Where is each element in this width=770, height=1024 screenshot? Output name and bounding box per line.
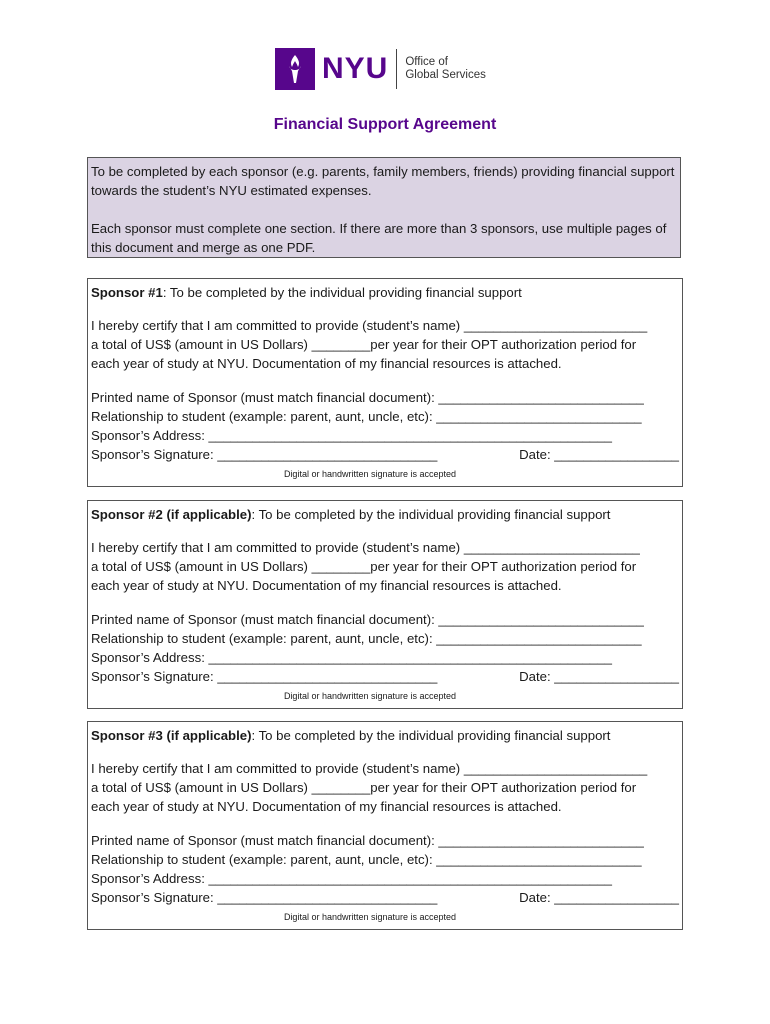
sponsor-3-signature-row: [91, 888, 679, 907]
sponsor-2-relationship-field[interactable]: Relationship to student (example: parent, aunt, uncle, etc): ____________________________: [91, 631, 642, 646]
sponsor-3-address-field[interactable]: Sponsor’s Address: _______________________________________________________: [91, 871, 612, 886]
sponsor-1-date-field[interactable]: Date: _________________: [519, 447, 679, 462]
sponsor-1-address-field[interactable]: Sponsor’s Address: _______________________________________________________: [91, 428, 612, 443]
sponsor-2-student-name-field[interactable]: I hereby certify that I am committed to provide (student’s name) ________________________: [91, 540, 640, 555]
office-line1: Office of: [405, 56, 448, 68]
sponsor-3-signature-note: Digital or handwritten signature is accepted: [283, 912, 457, 922]
sponsor-3-heading: [91, 726, 679, 745]
instructions-box: [87, 157, 681, 258]
sponsor-2-fields: [91, 610, 679, 706]
sponsor-2-heading-text: : To be completed by the individual providing financial support: [251, 507, 611, 522]
office-name: [405, 56, 486, 82]
sponsor-1-signature-field[interactable]: Sponsor’s Signature: ______________________________: [91, 447, 438, 462]
sponsor-3-certification: [91, 759, 679, 816]
sponsor-3-student-name-field[interactable]: I hereby certify that I am committed to provide (student’s name) _________________________: [91, 761, 648, 776]
sponsor-3-fields: [91, 831, 679, 927]
page-title: Financial Support Agreement: [273, 116, 497, 133]
sponsor-1-signature-row: [91, 445, 679, 464]
sponsor-1-signature-note: Digital or handwritten signature is accepted: [283, 469, 457, 479]
sponsor-3-cert-text: each year of study at NYU. Documentation of my financial resources is attached.: [91, 799, 562, 814]
sponsor-2-address-field[interactable]: Sponsor’s Address: _______________________________________________________: [91, 650, 612, 665]
sponsor-1-heading-text: : To be completed by the individual providing financial support: [162, 285, 522, 300]
sponsor-2-date-field[interactable]: Date: _________________: [519, 669, 679, 684]
sponsor-2-signature-field[interactable]: Sponsor’s Signature: ______________________________: [91, 669, 438, 684]
sponsor-1-section: [87, 278, 683, 487]
sponsor-1-fields: [91, 388, 679, 484]
sponsor-1-certification: [91, 316, 679, 373]
sponsor-2-heading: [91, 505, 679, 524]
instructions-paragraph-2: Each sponsor must complete one section. If there are more than 3 sponsors, use multiple pages of this document and merge as one PDF.: [91, 221, 667, 255]
sponsor-1-cert-text: each year of study at NYU. Documentation of my financial resources is attached.: [91, 356, 562, 371]
sponsor-2-cert-text: each year of study at NYU. Documentation of my financial resources is attached.: [91, 578, 562, 593]
sponsor-1-printed-name-field[interactable]: Printed name of Sponsor (must match financial document): ____________________________: [91, 390, 644, 405]
sponsor-1-amount-field[interactable]: a total of US$ (amount in US Dollars) ________per year for their OPT authorization period for: [91, 337, 637, 352]
office-line2: Global Services: [405, 69, 486, 81]
sponsor-1-heading: [91, 283, 679, 302]
sponsor-2-printed-name-field[interactable]: Printed name of Sponsor (must match financial document): ____________________________: [91, 612, 644, 627]
sponsor-1-student-name-field[interactable]: I hereby certify that I am committed to provide (student’s name) _________________________: [91, 318, 648, 333]
logo-divider: [396, 49, 397, 89]
sponsor-2-section: [87, 500, 683, 709]
torch-icon: [275, 48, 315, 90]
sponsor-2-label: Sponsor #2 (if applicable): [91, 507, 252, 522]
sponsor-3-section: [87, 721, 683, 930]
sponsor-2-signature-row: [91, 667, 679, 686]
sponsor-2-amount-field[interactable]: a total of US$ (amount in US Dollars) ________per year for their OPT authorization period for: [91, 559, 637, 574]
nyu-wordmark: NYU: [322, 52, 389, 85]
sponsor-3-relationship-field[interactable]: Relationship to student (example: parent, aunt, uncle, etc): ____________________________: [91, 852, 642, 867]
sponsor-3-signature-field[interactable]: Sponsor’s Signature: ______________________________: [91, 890, 438, 905]
sponsor-1-label: Sponsor #1: [91, 285, 163, 300]
sponsor-2-signature-note: Digital or handwritten signature is accepted: [283, 691, 457, 701]
nyu-logo-header: [275, 47, 486, 91]
instructions-paragraph-1: To be completed by each sponsor (e.g. parents, family members, friends) providing financial support towards the student’s NYU estimated expenses.: [91, 164, 675, 198]
sponsor-1-relationship-field[interactable]: Relationship to student (example: parent, aunt, uncle, etc): ____________________________: [91, 409, 642, 424]
sponsor-3-heading-text: : To be completed by the individual providing financial support: [251, 728, 611, 743]
sponsor-3-date-field[interactable]: Date: _________________: [519, 890, 679, 905]
sponsor-3-printed-name-field[interactable]: Printed name of Sponsor (must match financial document): ____________________________: [91, 833, 644, 848]
sponsor-3-label: Sponsor #3 (if applicable): [91, 728, 252, 743]
sponsor-2-certification: [91, 538, 679, 595]
sponsor-3-amount-field[interactable]: a total of US$ (amount in US Dollars) ________per year for their OPT authorization period for: [91, 780, 637, 795]
